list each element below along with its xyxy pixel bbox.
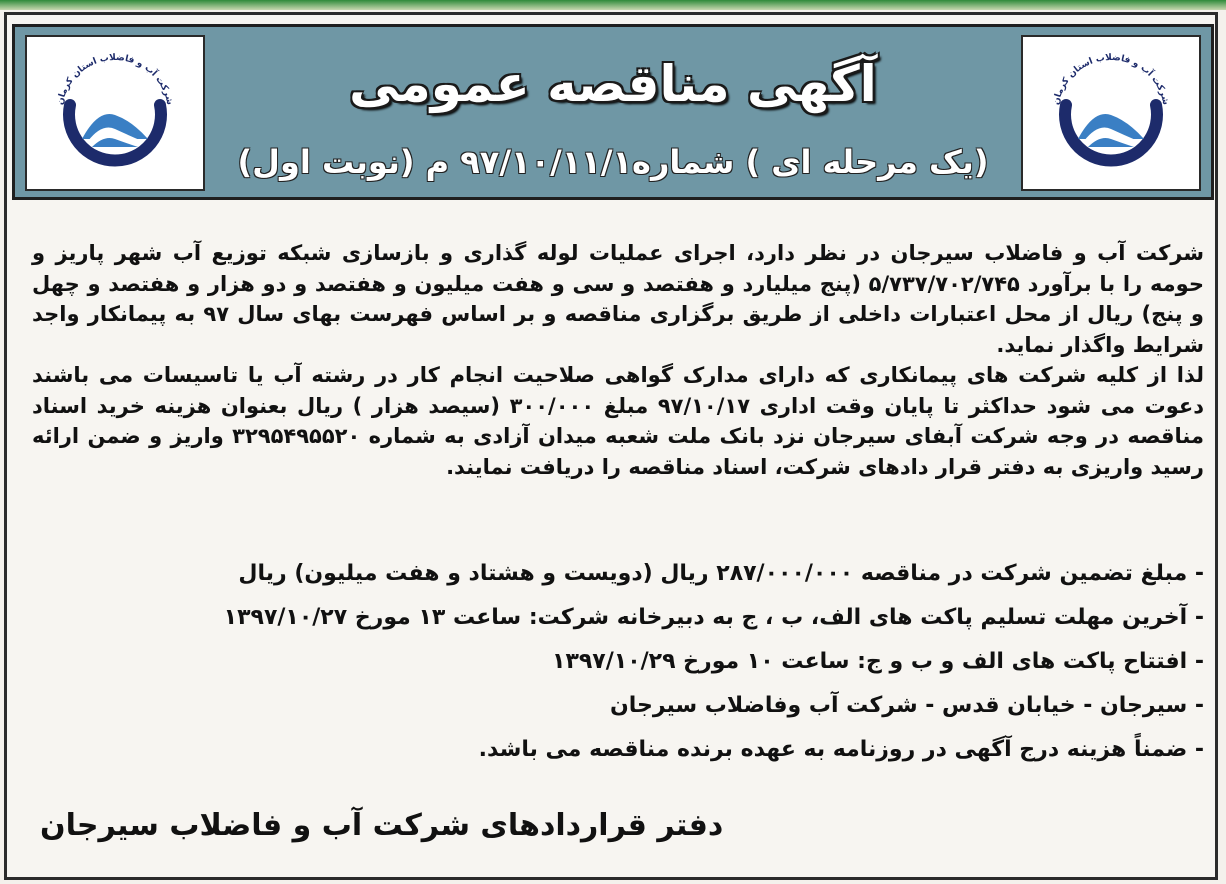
top-color-strip bbox=[0, 0, 1226, 10]
notice-subtitle: (یک مرحله ای ) شماره۹۷/۱۰/۱۱/۱ م (نوبت اول) bbox=[237, 143, 989, 181]
water-company-logo-icon bbox=[40, 43, 190, 183]
notice-header bbox=[12, 24, 1214, 200]
condition-address: - سیرجان - خیابان قدس - شرکت آب وفاضلاب سیرجان bbox=[609, 693, 1204, 718]
condition-guarantee-amount: - مبلغ تضمین شرکت در مناقصه ۲۸۷/۰۰۰/۰۰۰ ریال (دویست و هشتاد و هفت میلیون) ریال bbox=[238, 561, 1204, 586]
notice-body bbox=[32, 238, 1204, 482]
company-logo-right bbox=[1021, 35, 1201, 191]
notice-signature: دفتر قراردادهای شرکت آب و فاضلاب سیرجان bbox=[40, 808, 724, 843]
condition-opening-date: - افتتاح پاکت های الف و ب و ج: ساعت ۱۰ مورخ ۱۳۹۷/۱۰/۲۹ bbox=[552, 649, 1204, 674]
logo-arc-text: شرکت آب و فاضلاب استان کرمان bbox=[1051, 52, 1171, 106]
condition-submission-deadline: - آخرین مهلت تسلیم پاکت های الف، ب ، ج به دبیرخانه شرکت: ساعت ۱۳ مورخ ۱۳۹۷/۱۰/۲۷ bbox=[223, 605, 1204, 630]
notice-conditions-list bbox=[30, 552, 1204, 772]
notice-title: آگهی مناقصه عمومی bbox=[349, 55, 877, 113]
logo-arc-text: شرکت آب و فاضلاب استان کرمان bbox=[55, 52, 175, 106]
body-paragraph-invitation: لذا از کلیه شرکت های پیمانکاری که دارای مدارک گواهی صلاحیت انجام کار در رشته آب یا تاسیسات می باشند دعوت می شود حداکثر تا پایان وقت اداری ۹۷/۱۰/۱۷ مبلغ ۳۰۰/۰۰۰ (سیصد هزار ) ریال بعنوان هزینه خرید اسناد مناقصه در وجه شرکت آبفای سیرجان نزد بانک ملت شعبه میدان آزادی به شماره ۳۲۹۵۴۹۵۵۲۰ واریز و ضمن ارائه رسید واریزی به دفتر قرار دادهای شرکت، اسناد مناقصه را دریافت نمایند. bbox=[32, 363, 1205, 479]
body-paragraph-description: شرکت آب و فاضلاب سیرجان در نظر دارد، اجرای عملیات لوله گذاری و بازسازی شبکه توزیع آب شهر پاریز و حومه را با برآورد ۵/۷۳۷/۷۰۲/۷۴۵ (پنج میلیارد و هفتصد و سی و هفت میلیون و هفتصد و دو هزار و هفتصد و چهل و پنج) ریال از محل اعتبارات داخلی از طریق برگزاری مناقصه و بر اساس فهرست بهای سال ۹۷ به پیمانکار واجد شرایط واگذار نماید. bbox=[32, 241, 1204, 357]
company-logo-left bbox=[25, 35, 205, 191]
condition-ad-cost: - ضمناً هزینه درج آگهی در روزنامه به عهده برنده مناقصه می باشد. bbox=[478, 737, 1204, 762]
water-company-logo-icon bbox=[1036, 43, 1186, 183]
